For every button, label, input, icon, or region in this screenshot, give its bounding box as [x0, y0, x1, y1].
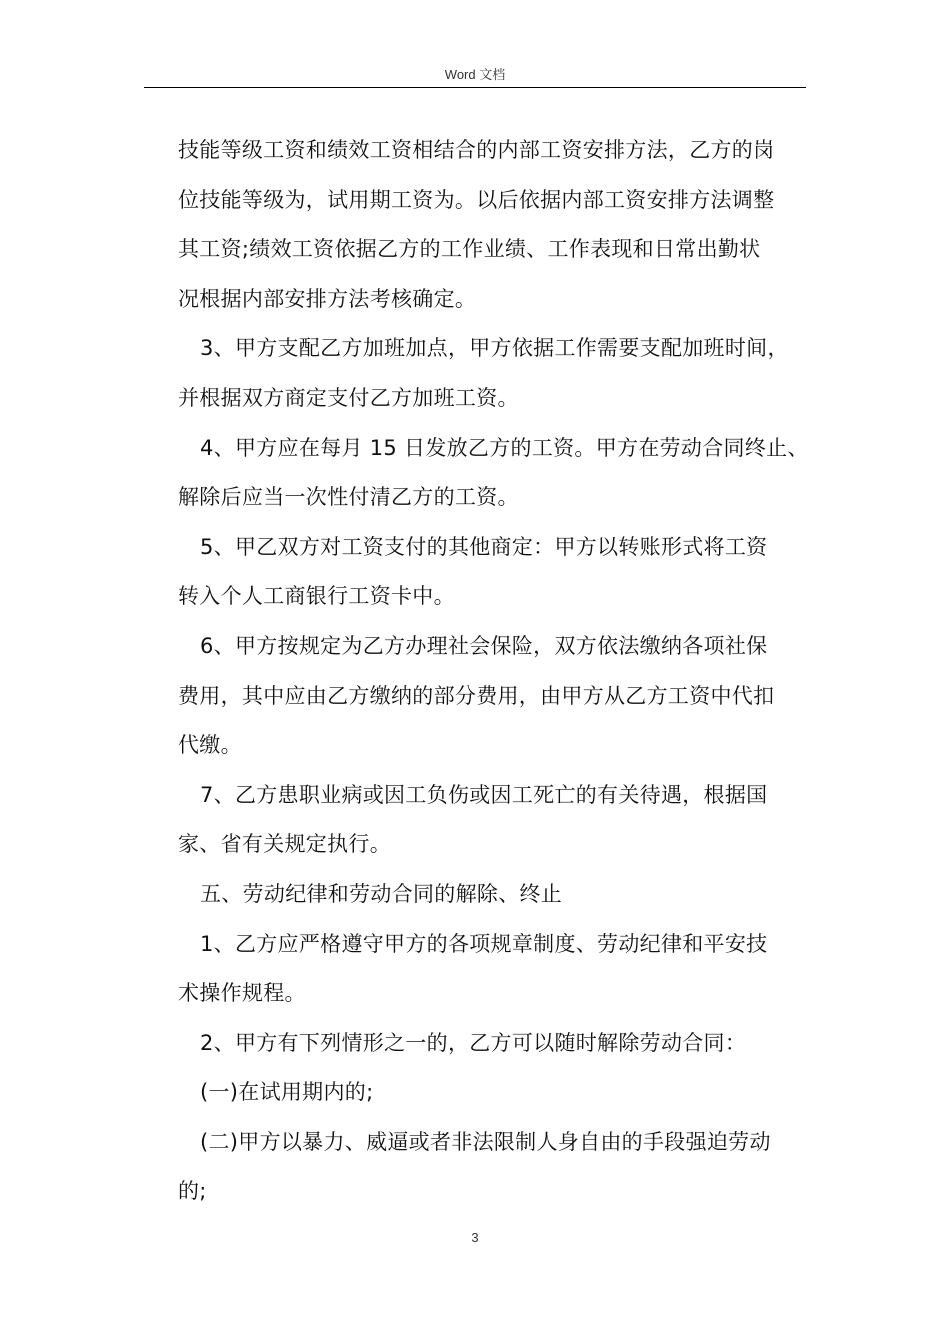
body-line: 家、省有关规定执行。	[178, 832, 391, 857]
body-line: 7、乙方患职业病或因工负伤或因工死亡的有关待遇，根据国	[200, 782, 768, 807]
body-line: 代缴。	[178, 733, 242, 758]
body-line: 4、甲方应在每月 15 日发放乙方的工资。甲方在劳动合同终止、	[200, 435, 809, 460]
body-line: 技能等级工资和绩效工资相结合的内部工资安排方法，乙方的岗	[178, 138, 775, 162]
page-header-title: Word 文档	[444, 67, 506, 82]
section-heading: 五、劳动纪律和劳动合同的解除、终止	[200, 881, 563, 906]
body-line: 并根据双方商定支付乙方加班工资。	[178, 385, 519, 410]
body-line: 其工资;绩效工资依据乙方的工作业绩、工作表现和日常出勤状	[178, 237, 761, 262]
body-line: 3、甲方支配乙方加班加点，甲方依据工作需要支配加班时间，	[200, 336, 789, 361]
body-line: (二)甲方以暴力、威逼或者非法限制人身自由的手段强迫劳动	[200, 1129, 771, 1154]
body-line: 位技能等级为，试用期工资为。以后依据内部工资安排方法调整	[178, 187, 775, 212]
body-line: 费用，其中应由乙方缴纳的部分费用，由甲方从乙方工资中代扣	[178, 683, 775, 708]
document-body	[178, 126, 818, 1217]
body-line: 5、甲乙双方对工资支付的其他商定：甲方以转账形式将工资	[200, 534, 768, 559]
body-line: 解除后应当一次性付清乙方的工资。	[178, 485, 519, 510]
body-line: 1、乙方应严格遵守甲方的各项规章制度、劳动纪律和平安技	[200, 931, 768, 956]
page-number: 3	[471, 1230, 479, 1245]
body-line: 转入个人工商银行工资卡中。	[178, 584, 455, 609]
body-line: 况根据内部安排方法考核确定。	[178, 286, 477, 311]
header-divider	[144, 87, 806, 88]
body-line: 6、甲方按规定为乙方办理社会保险，双方依法缴纳各项社保	[200, 633, 768, 658]
body-line: 的;	[178, 1179, 207, 1204]
body-line: (一)在试用期内的;	[200, 1080, 374, 1105]
body-line: 术操作规程。	[178, 981, 306, 1006]
body-line: 2、甲方有下列情形之一的，乙方可以随时解除劳动合同：	[200, 1030, 747, 1055]
